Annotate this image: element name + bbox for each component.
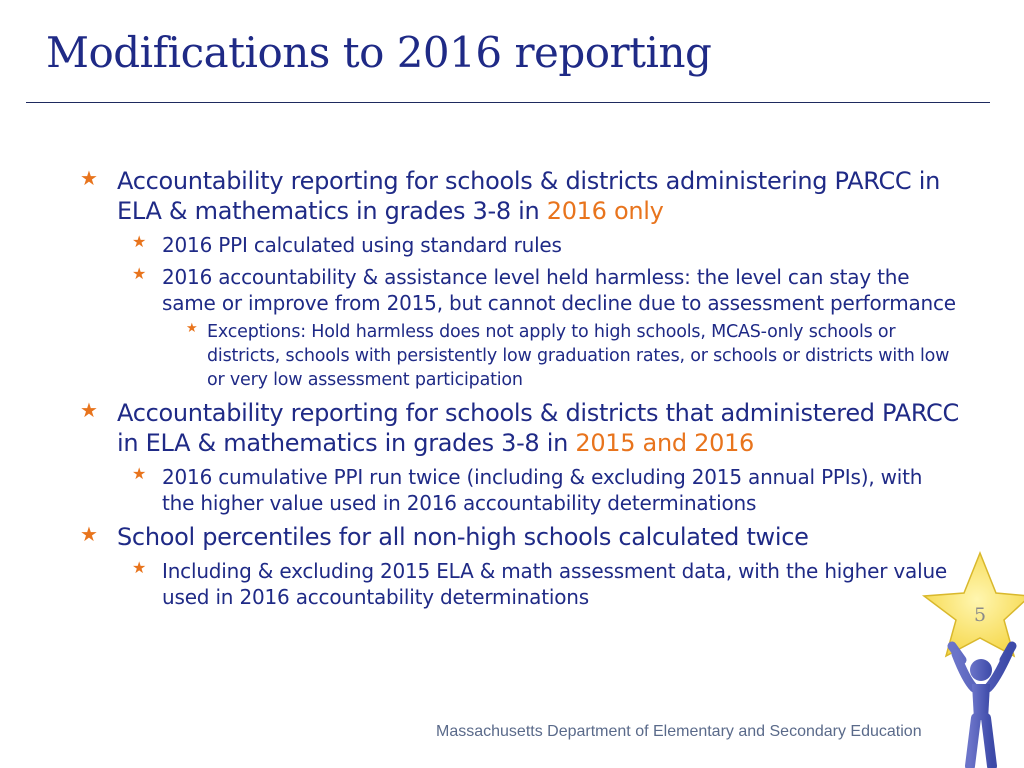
bullet-text: 2016 accountability & assistance level held harmless: the level can stay the same or improve from 2015, but cannot decline due to assessment performance bbox=[162, 265, 956, 315]
bullet-text: Including & excluding 2015 ELA & math assessment data, with the higher value used in 2016 accountability determinations bbox=[162, 559, 948, 609]
bullet-text: Exceptions: Hold harmless does not apply to high schools, MCAS-only schools or districts, schools with persistently low graduation rates, or schools or districts with low or very low assessment participation bbox=[207, 322, 950, 390]
star-icon: ★ bbox=[80, 166, 98, 190]
bullet-item bbox=[80, 398, 960, 458]
star-icon: ★ bbox=[132, 464, 147, 483]
sub-bullet-item bbox=[80, 464, 960, 516]
star-icon: ★ bbox=[80, 522, 98, 546]
slide-title: Modifications to 2016 reporting bbox=[46, 28, 712, 77]
bullet-item bbox=[80, 522, 960, 552]
bullet-list bbox=[80, 166, 960, 610]
star-icon: ★ bbox=[132, 558, 147, 577]
page-number: 5 bbox=[973, 604, 987, 626]
bullet-text: School percentiles for all non-high schools calculated twice bbox=[117, 523, 809, 551]
star-icon: ★ bbox=[186, 321, 198, 336]
bullet-text: 2016 cumulative PPI run twice (including & excluding 2015 annual PPIs), with the higher value used in 2016 accountability determinations bbox=[162, 465, 923, 515]
bullet-text: Accountability reporting for schools & districts that administered PARCC in ELA & mathematics in grades 3-8 in bbox=[117, 399, 959, 457]
star-icon: ★ bbox=[80, 398, 98, 422]
star-icon: ★ bbox=[132, 264, 147, 283]
bullet-text: Accountability reporting for schools & districts administering PARCC in ELA & mathematics in grades 3-8 in bbox=[117, 167, 940, 225]
sub-bullet-item bbox=[80, 264, 960, 316]
sub-sub-bullet-item bbox=[80, 320, 960, 392]
sub-bullet-item bbox=[80, 558, 960, 610]
footer-text: Massachusetts Department of Elementary and Secondary Education bbox=[436, 723, 922, 740]
sub-bullet-item bbox=[80, 232, 960, 258]
bullet-text: 2016 PPI calculated using standard rules bbox=[162, 233, 562, 257]
star-icon: ★ bbox=[132, 232, 147, 251]
title-divider bbox=[26, 102, 990, 103]
bullet-highlight: 2016 only bbox=[546, 197, 664, 225]
bullet-highlight: 2015 and 2016 bbox=[575, 429, 755, 457]
bullet-item bbox=[80, 166, 960, 226]
